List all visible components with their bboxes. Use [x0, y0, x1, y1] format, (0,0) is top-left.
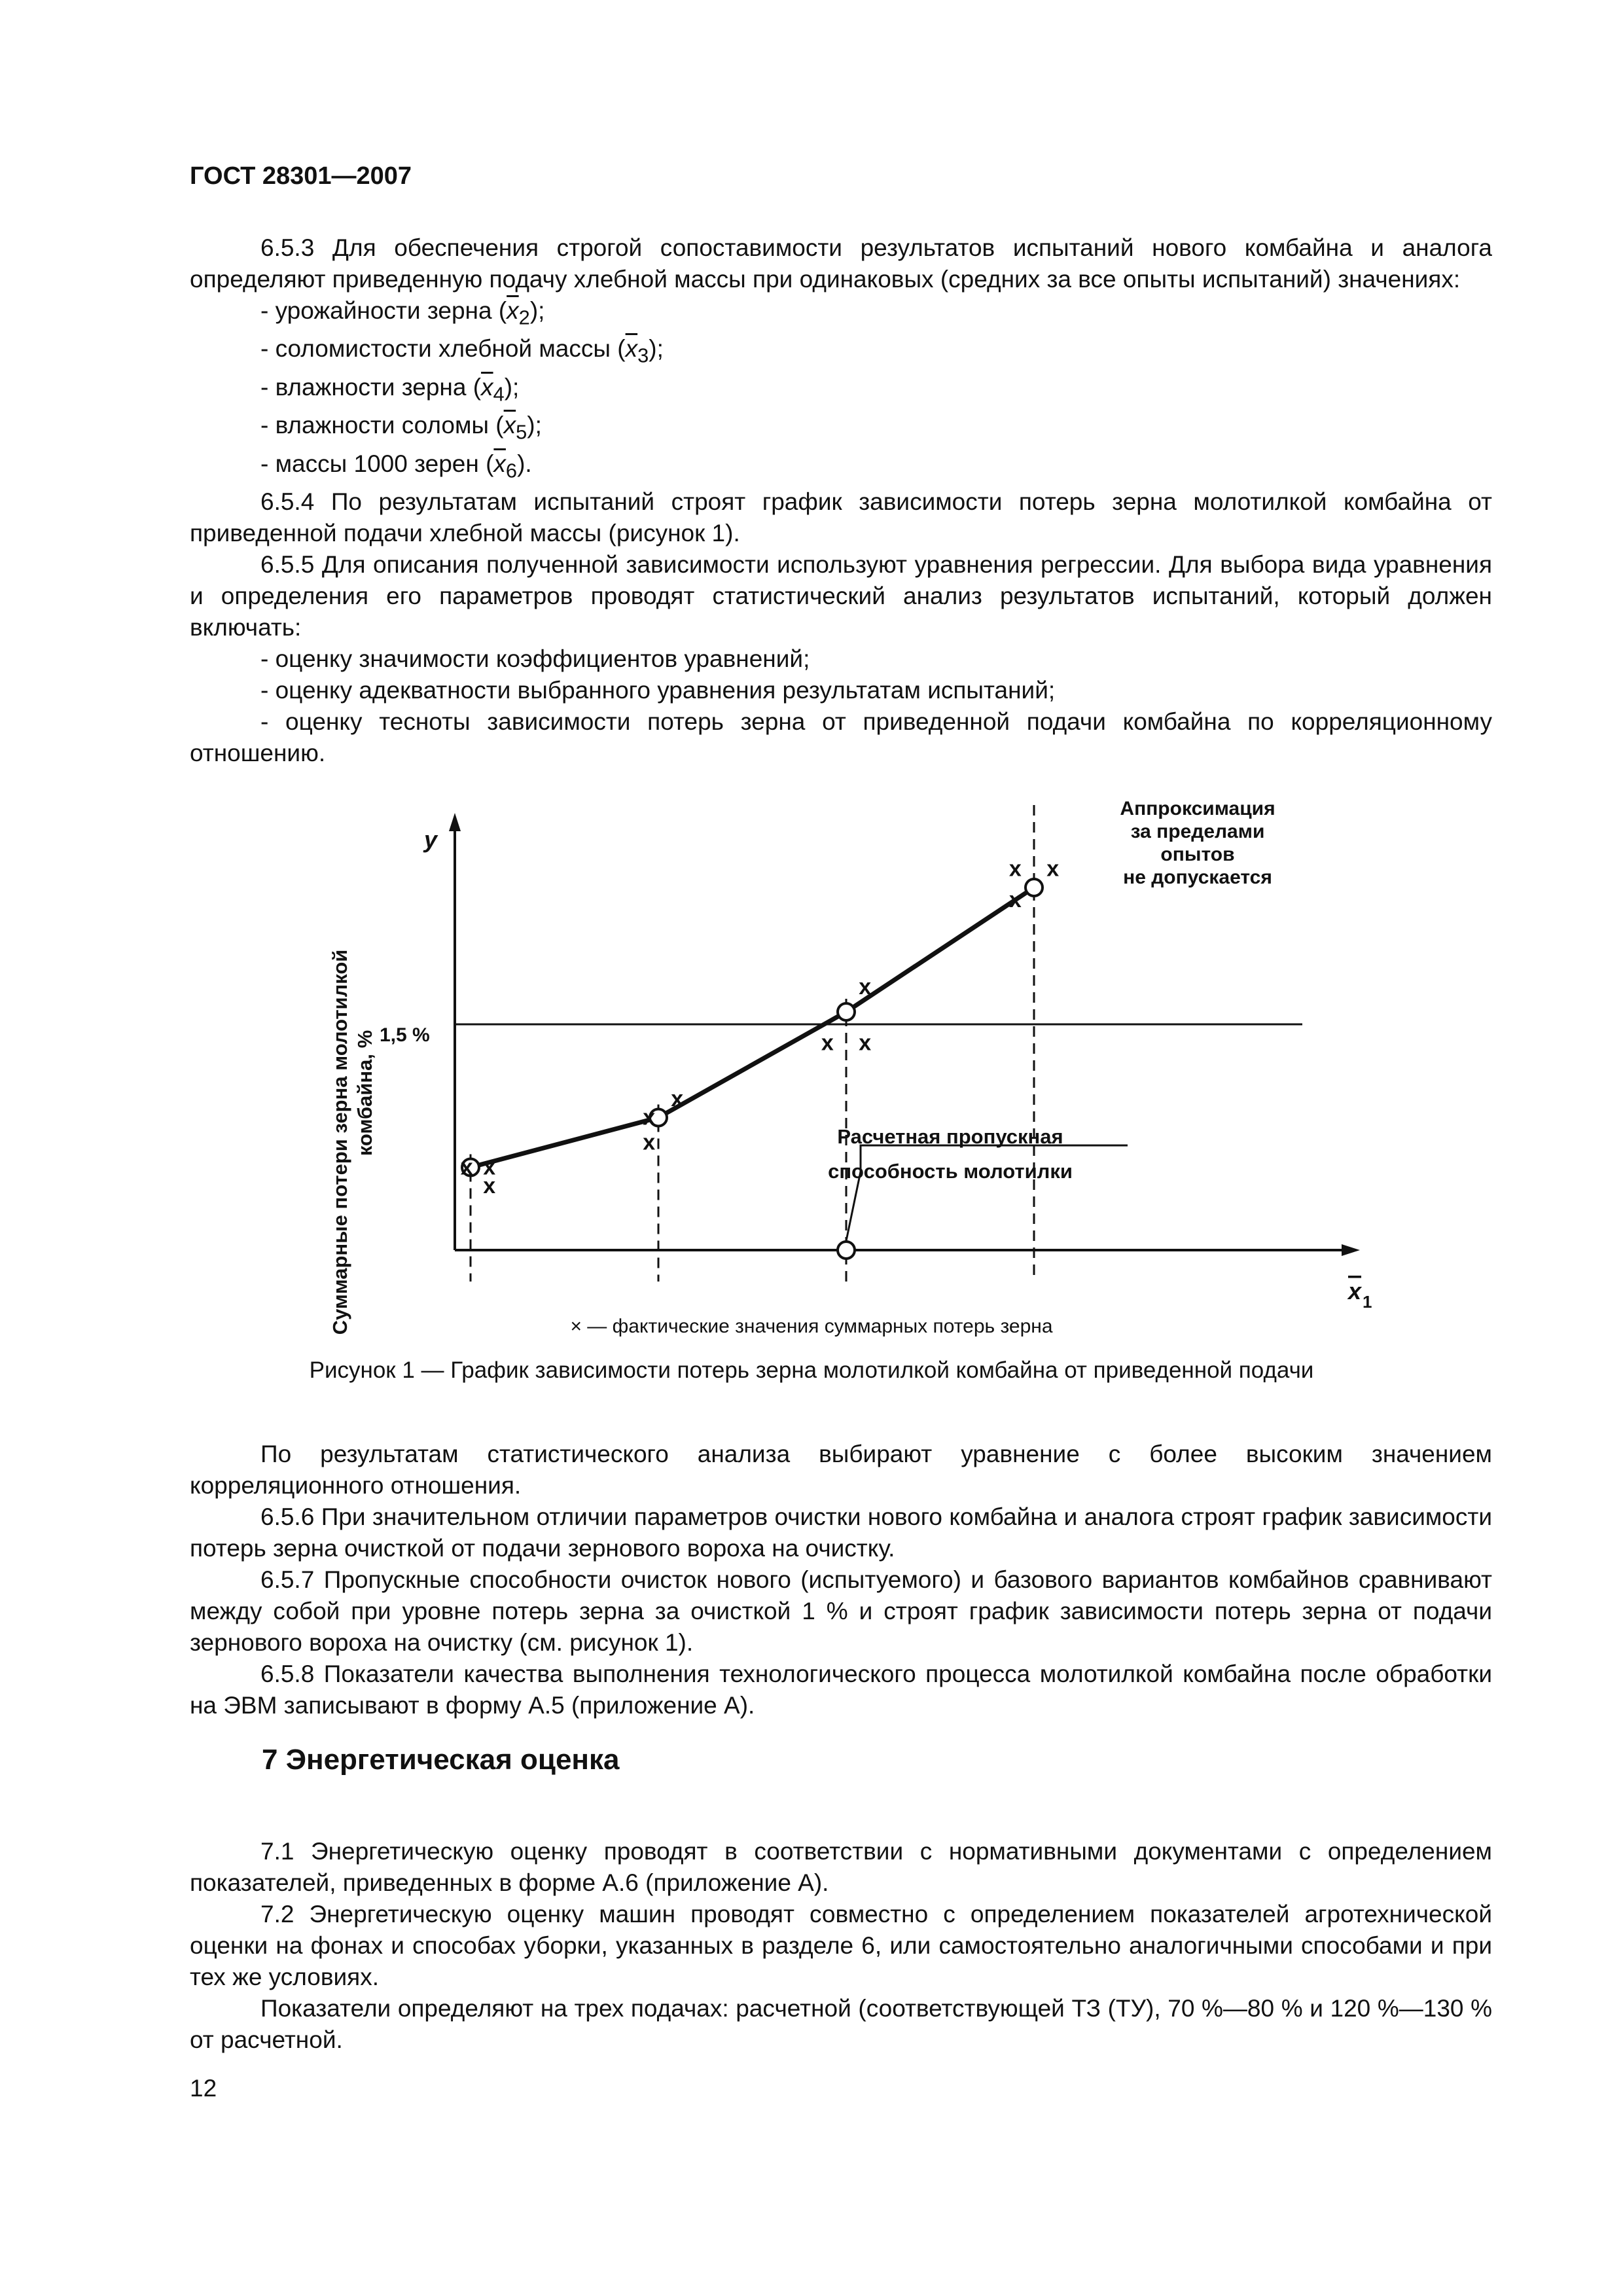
approximation-note-line: Аппроксимация: [1120, 798, 1275, 819]
section-7-body: [190, 1836, 1492, 2056]
x-axis-symbol: x: [1348, 1278, 1362, 1304]
observation-marker: x: [643, 1130, 656, 1155]
threshold-label: 1,5 %: [380, 1024, 430, 1046]
observation-marker: x: [460, 1155, 473, 1180]
figure-legend: × — фактические значения суммарных потерь зерна: [570, 1316, 1053, 1337]
paragraph-6-5-3: 6.5.3 Для обеспечения строгой сопоставимости результатов испытаний нового комбайна и аналога определяют приведенную подачу хлебной массы при одинаковых (средних за все опыты испытаний) значениях:: [190, 234, 1492, 293]
list-item: - массы 1000 зерен $(\overline{x}_6)$.: [260, 450, 532, 482]
list-item: - влажности зерна $(\overline{x}_4)$;: [260, 373, 520, 406]
approximation-note-line: опытов: [1160, 844, 1235, 865]
list-item: - оценку значимости коэффициентов уравнений;: [260, 645, 810, 672]
list-item: - соломистости хлебной массы $(\overline{x}_3)$;: [260, 335, 664, 367]
list-item: - оценку адекватности выбранного уравнения результатам испытаний;: [260, 676, 1056, 704]
y-axis-label-unit: комбайна, %: [353, 1030, 376, 1157]
paragraph-regression-choice: По результатам статистического анализа выбирают уравнение с более высоким значением корреляционного отношения.: [190, 1441, 1492, 1499]
figure-1-loss-chart: [321, 792, 1407, 1368]
figure-caption: Рисунок 1 — График зависимости потерь зерна молотилкой комбайна от приведенной подачи: [309, 1357, 1314, 1383]
list-item: - урожайности зерна $(\overline{x}_2)$;: [260, 297, 545, 329]
rated-capacity-label: способность молотилки: [828, 1160, 1073, 1183]
paragraph-7-3: Показатели определяют на трех подачах: расчетной (соответствующей ТЗ (ТУ), 70 %—80 % и 120 %—130 % от расчетной.: [190, 1995, 1492, 2053]
y-axis-label: Суммарные потери зерна молотилкой: [329, 949, 351, 1335]
page-number: 12: [190, 2075, 217, 2102]
document-code-header: ГОСТ 28301—2007: [190, 162, 412, 190]
y-axis-symbol: y: [424, 826, 438, 853]
paragraph-7-1: 7.1 Энергетическую оценку проводят в соответствии с нормативными документами с определением показателей, приведенных в форме А.6 (приложение А).: [190, 1838, 1492, 1896]
observation-marker: x: [859, 1030, 872, 1056]
observation-marker: x: [483, 1174, 496, 1198]
observation-marker: x: [821, 1030, 834, 1056]
observation-marker: x: [1008, 888, 1022, 912]
section-6-5-3-to-6-5-5: [190, 232, 1492, 769]
observation-marker: x: [483, 1155, 496, 1180]
paragraph-6-5-8: 6.5.8 Показатели качества выполнения технологического процесса молотилкой комбайна после обработки на ЭВМ записывают в форму А.5 (приложение А).: [190, 1660, 1492, 1719]
section-7-heading: 7 Энергетическая оценка: [262, 1744, 620, 1776]
x-axis-arrow: [1342, 1244, 1360, 1256]
list-item: - оценку тесноты зависимости потерь зерна от приведенной подачи комбайна по корреляционному отношению.: [190, 708, 1492, 766]
observation-marker: x: [1046, 856, 1060, 882]
x-axis-symbol-sub: 1: [1363, 1292, 1372, 1312]
rated-capacity-label: Расчетная пропускная: [837, 1125, 1063, 1148]
loss-chart-svg: [321, 792, 1407, 1368]
paragraph-6-5-6: 6.5.6 При значительном отличии параметров очистки нового комбайна и аналога строят график зависимости потерь зерна очисткой от подачи зернового вороха на очистку.: [190, 1503, 1492, 1562]
paragraph-6-5-4: 6.5.4 По результатам испытаний строят график зависимости потерь зерна молотилкой комбайна от приведенной подачи хлебной массы (рисунок 1).: [190, 488, 1492, 547]
observation-marker: x: [859, 975, 872, 999]
data-point: [1026, 879, 1043, 896]
approximation-note-line: за пределами: [1130, 821, 1265, 842]
approximation-note-line: не допускается: [1123, 867, 1272, 888]
paragraph-7-2: 7.2 Энергетическую оценку машин проводят совместно с определением показателей агротехнической оценки на фонах и способах уборки, указанных в разделе 6, или самостоятельно аналогичными способами и при тех же условиях.: [190, 1901, 1492, 1990]
list-item: - влажности соломы $(\overline{x}_5)$;: [260, 412, 542, 444]
rated-capacity-point: [838, 1242, 855, 1259]
section-6-5-6-to-6-5-8: [190, 1439, 1492, 1721]
y-axis-arrow: [449, 813, 461, 831]
observation-marker: x: [671, 1086, 684, 1111]
paragraph-6-5-5: 6.5.5 Для описания полученной зависимости используют уравнения регрессии. Для выбора вида уравнения и определения его параметров проводят статистический анализ результатов испытаний, который должен включать:: [190, 550, 1492, 641]
observation-marker: x: [643, 1105, 656, 1130]
paragraph-6-5-7: 6.5.7 Пропускные способности очисток нового (испытуемого) и базового вариантов комбайнов сравнивают между собой при уровне потерь зерна за очисткой 1 % и строят график зависимости потерь зерна от подачи зернового вороха на очистку (см. рисунок 1).: [190, 1566, 1492, 1656]
observation-marker: x: [1008, 856, 1022, 882]
data-point: [838, 1003, 855, 1020]
